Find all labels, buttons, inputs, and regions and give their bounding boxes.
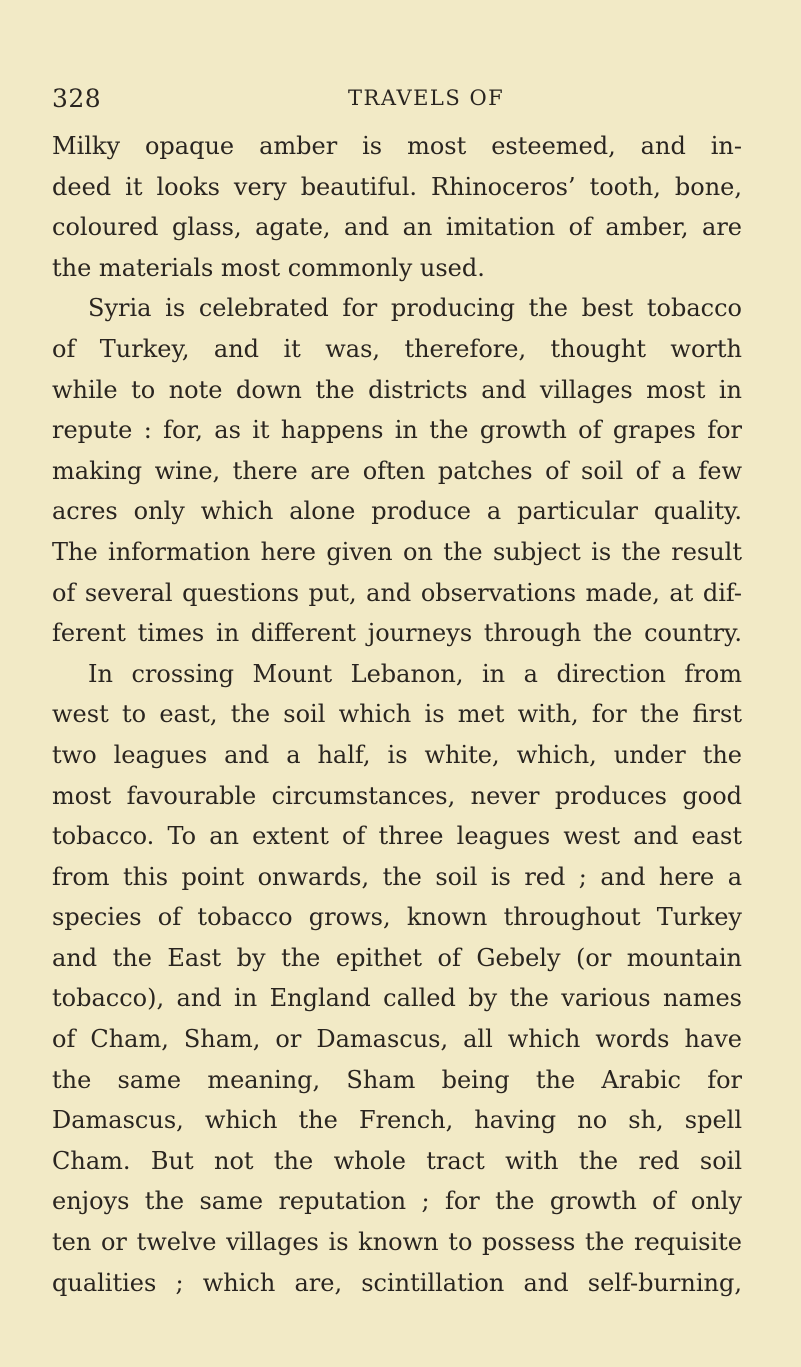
page-number: 328	[52, 84, 102, 113]
text-line: deed it looks very beautiful. Rhinoceros’ tooth, bone,	[52, 172, 742, 201]
text-line: qualities ; which are, scintillation and self-burning,	[52, 1268, 742, 1297]
text-line: Milky opaque amber is most esteemed, and in-	[52, 132, 742, 160]
text-line: the materials most commonly used.	[52, 253, 485, 282]
text-line: two leagues and a half, is white, which, under the	[52, 740, 742, 769]
text-line: In crossing Mount Lebanon, in a direction from	[88, 659, 742, 688]
text-line: coloured glass, agate, and an imitation of amber, are	[52, 213, 742, 242]
text-line: while to note down the districts and villages most in	[52, 375, 742, 404]
body-text	[52, 126, 742, 1303]
text-line: from this point onwards, the soil is red ; and here a	[52, 862, 742, 891]
text-line: of Turkey, and it was, therefore, thought worth	[52, 334, 742, 363]
text-line: ferent times in different journeys through the country.	[52, 619, 742, 648]
text-line: Syria is celebrated for producing the best tobacco	[88, 294, 742, 323]
text-line: Cham. But not the whole tract with the red soil	[52, 1146, 742, 1175]
text-line: Damascus, which the French, having no sh, spell	[52, 1106, 742, 1135]
text-line: repute : for, as it happens in the growth of grapes for	[52, 416, 742, 445]
running-title: TRAVELS OF	[348, 86, 505, 110]
text-line: tobacco), and in England called by the various names	[52, 984, 742, 1013]
text-line: enjoys the same reputation ; for the growth of only	[52, 1187, 742, 1216]
text-line: ten or twelve villages is known to possess the requisite	[52, 1228, 742, 1257]
text-line: acres only which alone produce a particular quality.	[52, 497, 742, 526]
text-line: most favourable circumstances, never produces good	[52, 781, 742, 810]
text-line: tobacco. To an extent of three leagues west and east	[52, 822, 742, 851]
text-line: west to east, the soil which is met with, for the first	[52, 700, 742, 729]
text-line: of several questions put, and observations made, at dif-	[52, 578, 742, 607]
text-line: the same meaning, Sham being the Arabic for	[52, 1065, 742, 1094]
text-line: and the East by the epithet of Gebely (or mountain	[52, 943, 742, 972]
text-line: species of tobacco grows, known throughout Turkey	[52, 903, 742, 932]
text-line: The information here given on the subject is the result	[52, 537, 742, 566]
text-line: of Cham, Sham, or Damascus, all which words have	[52, 1025, 742, 1054]
running-head	[52, 84, 742, 120]
text-line: making wine, there are often patches of soil of a few	[52, 456, 742, 485]
